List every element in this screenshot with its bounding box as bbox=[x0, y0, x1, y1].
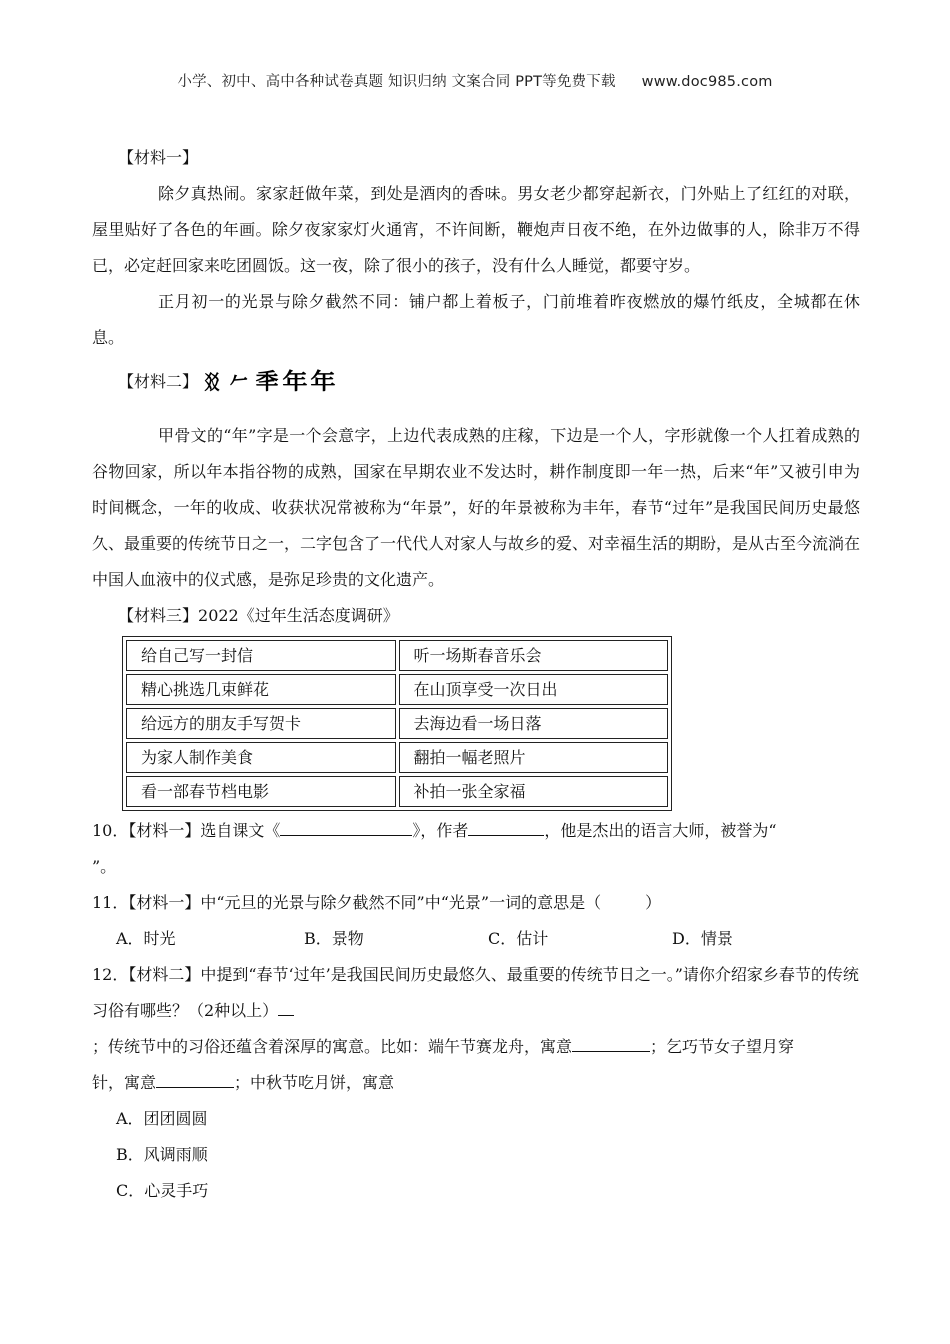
q12-line2-a: ；传统节中的习俗还蕴含着深厚的寓意。比如：端午节赛龙舟，寓意 bbox=[92, 1037, 573, 1056]
question-11 bbox=[92, 885, 860, 921]
survey-table bbox=[122, 636, 672, 811]
table-row bbox=[126, 674, 668, 705]
q12-line3-b: ；中秋节吃月饼，寓意 bbox=[234, 1073, 395, 1092]
material1-label: 【材料一】 bbox=[118, 148, 199, 167]
q10-blank-title[interactable] bbox=[280, 815, 412, 836]
glyph-4: 年 bbox=[282, 369, 308, 395]
material3-label: 【材料三】 bbox=[118, 606, 199, 625]
q11-option-d[interactable]: D．情景 bbox=[672, 929, 733, 948]
glyph-2: 𠂉 bbox=[228, 368, 250, 396]
table-row bbox=[126, 776, 668, 807]
table-cell: 给自己写一封信 bbox=[126, 640, 396, 671]
q11-close: ） bbox=[645, 893, 662, 912]
question-10 bbox=[92, 813, 860, 885]
table-cell: 补拍一张全家福 bbox=[399, 776, 669, 807]
material3-title: 2022《过年生活态度调研》 bbox=[198, 606, 399, 625]
q11-option-a[interactable]: A．时光 bbox=[116, 929, 176, 948]
q12-blank-qiqiao[interactable] bbox=[156, 1067, 234, 1088]
table-row bbox=[126, 708, 668, 739]
material1-paragraph1: 除夕真热闹。家家赶做年菜，到处是酒肉的香味。男女老少都穿起新衣，门外贴上了红红的对联，屋里贴好了各色的年画。除夕夜家家灯火通宵，不许间断，鞭炮声日夜不绝，在外边做事的人，除非万不得已，必定赶回家来吃团圆饭。这一夜，除了很小的孩子，没有什么人睡觉，都要守岁。 bbox=[92, 184, 860, 275]
material2-label: 【材料二】 bbox=[118, 372, 199, 391]
q12-option-a[interactable]: A．团团圆圆 bbox=[116, 1109, 208, 1128]
table-cell: 听一场斯春音乐会 bbox=[399, 640, 669, 671]
q10-text-d: ”。 bbox=[92, 857, 117, 876]
material1-paragraph2: 正月初一的光景与除夕截然不同：铺户都上着板子，门前堆着昨夜燃放的爆竹纸皮，全城都在休息。 bbox=[92, 292, 860, 347]
page-header bbox=[0, 70, 950, 91]
table-cell: 去海边看一场日落 bbox=[399, 708, 669, 739]
q12-line2-b: ；乞巧节女子望月穿 bbox=[650, 1037, 795, 1056]
table-cell: 为家人制作美食 bbox=[126, 742, 396, 773]
table-cell: 翻拍一幅老照片 bbox=[399, 742, 669, 773]
table-cell: 看一部春节档电影 bbox=[126, 776, 396, 807]
q10-text-b: 》，作者 bbox=[412, 821, 469, 840]
document-body bbox=[92, 140, 860, 1209]
header-site: www.doc985.com bbox=[641, 74, 773, 90]
table-cell: 精心挑选几束鲜花 bbox=[126, 674, 396, 705]
material2-paragraph: 甲骨文的“年”字是一个会意字，上边代表成熟的庄稼，下边是一个人，字形就像一个人扛着成熟的谷物回家，所以年本指谷物的成熟，国家在早期农业不发达时，耕作制度即一年一热，后来“年”又被引申为时间概念，一年的收成、收获状况常被称为“年景”，好的年景被称为丰年，春节“过年”是我国民间历史最悠久、最重要的传统节日之一，二字包含了一代代人对家人与故乡的爱、对幸福生活的期盼，是从古至今流淌在中国人血液中的仪式感，是弥足珍贵的文化遗产。 bbox=[92, 426, 861, 589]
q11-option-c[interactable]: C．估计 bbox=[488, 929, 549, 948]
q10-blank-author[interactable] bbox=[468, 815, 544, 836]
material2-heading bbox=[118, 356, 860, 408]
header-text: 小学、初中、高中各种试卷真题 知识归纳 文案合同 PPT等免费下载 bbox=[177, 74, 616, 90]
table-row bbox=[126, 742, 668, 773]
table-row bbox=[126, 640, 668, 671]
q12-blank-dragon-boat[interactable] bbox=[572, 1031, 650, 1052]
q11-option-b[interactable]: B．景物 bbox=[303, 929, 364, 948]
q11-options bbox=[116, 921, 860, 957]
q10-text-a: 10．【材料一】选自课文《 bbox=[92, 821, 281, 840]
glyph-5: 年 bbox=[310, 369, 336, 395]
q11-stem: 11．【材料一】中“元旦的光景与除夕截然不同”中“光景”一词的意思是（ bbox=[92, 893, 602, 912]
q12-option-b[interactable]: B．风调雨顺 bbox=[116, 1145, 208, 1164]
oracle-year-glyphs-image bbox=[202, 364, 334, 400]
q12-option-c[interactable]: C．心灵手巧 bbox=[116, 1181, 209, 1200]
q12-line3-a: 针，寓意 bbox=[92, 1073, 157, 1092]
glyph-1: 㸚 bbox=[204, 370, 220, 394]
q12-stem: 12．【材料二】中提到“春节‘过年’是我国民间历史最悠久、最重要的传统节日之一。”请你介绍家乡春节的传统习俗有哪些？（2种以上） bbox=[92, 965, 859, 1020]
table-cell: 在山顶享受一次日出 bbox=[399, 674, 669, 705]
q12-blank-customs[interactable] bbox=[278, 995, 294, 1016]
table-cell: 给远方的朋友手写贺卡 bbox=[126, 708, 396, 739]
material3-heading bbox=[118, 598, 860, 634]
glyph-3: 秊 bbox=[255, 369, 279, 395]
question-12 bbox=[92, 957, 860, 1101]
q10-text-c: ，他是杰出的语言大师，被誉为“ bbox=[544, 821, 777, 840]
